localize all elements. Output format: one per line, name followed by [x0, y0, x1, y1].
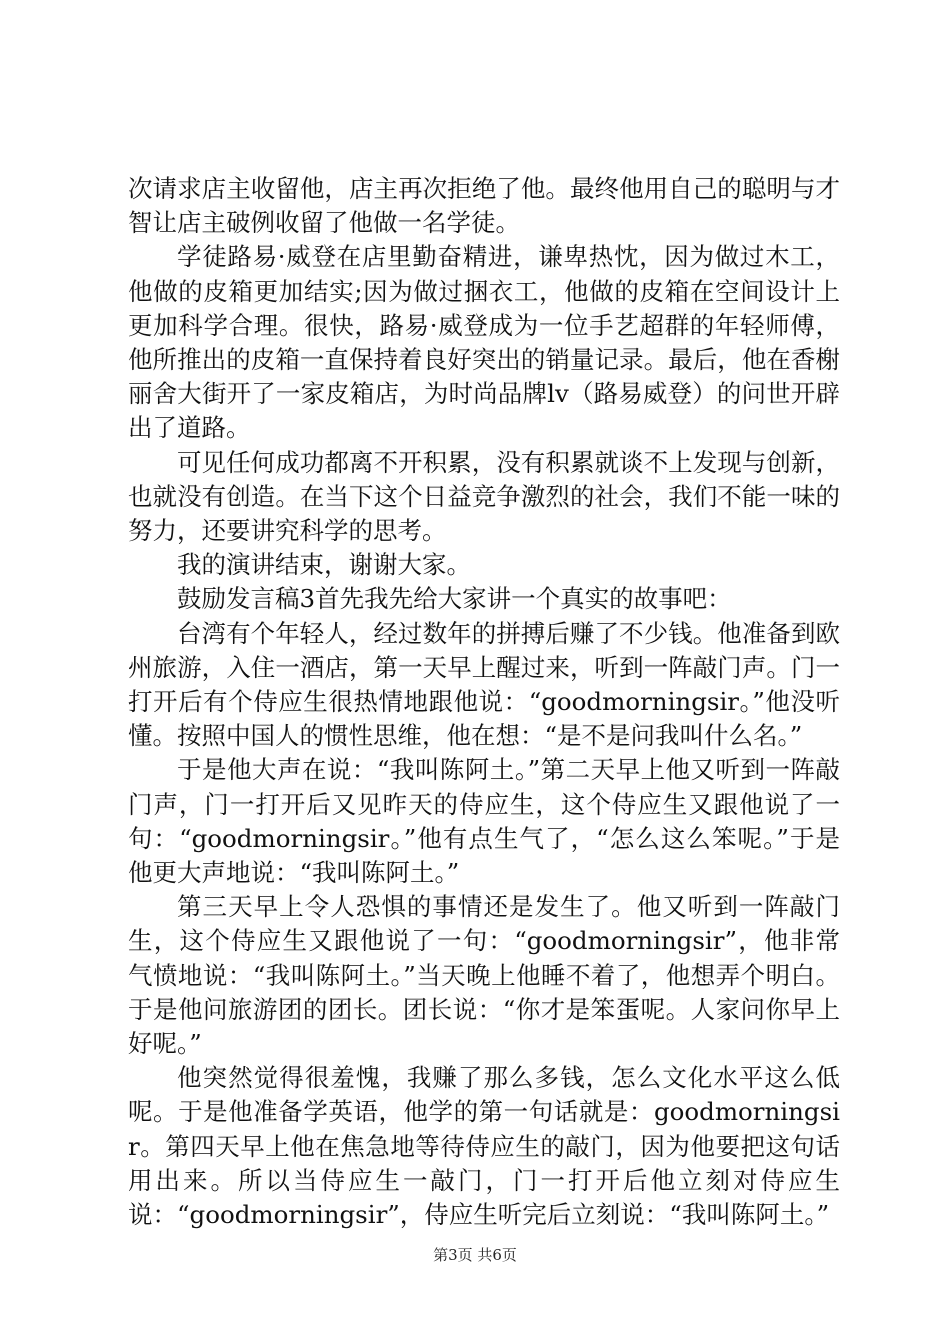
paragraph-5: 鼓励发言稿3首先我先给大家讲一个真实的故事吧：: [177, 584, 732, 614]
paragraph-7: 于是他大声在说：“我叫陈阿土。”第二天早上他又听到一阵敲门声，门一打开后又见昨天的侍应生，这个侍应生又跟他说了一句：“goodmorningsir。”他有点生气了，“怎么这么笨呢。”于是他更大声地说：“我叫陈阿土。”: [128, 755, 840, 888]
page-footer: 第3页 共6页: [433, 1246, 517, 1264]
body-text: [128, 172, 840, 1232]
paragraph-4: 我的演讲结束，谢谢大家。: [177, 550, 471, 580]
paragraph-1: 次请求店主收留他，店主再次拒绝了他。最终他用自己的聪明与才智让店主破例收留了他做一名学徒。: [128, 174, 840, 238]
paragraph-2: 学徒路易·威登在店里勤奋精进，谦卑热忱，因为做过木工，他做的皮箱更加结实;因为做过捆衣工，他做的皮箱在空间设计上更加科学合理。很快，路易·威登成为一位手艺超群的年轻师傅，他所推出的皮箱一直保持着良好突出的销量记录。最后，他在香榭丽舍大街开了一家皮箱店，为时尚品牌lv（路易威登）的问世开辟出了道路。: [128, 242, 840, 443]
paragraph-6: 台湾有个年轻人，经过数年的拼搏后赚了不少钱。他准备到欧州旅游，入住一酒店，第一天早上醒过来，听到一阵敲门声。门一打开后有个侍应生很热情地跟他说：“goodmorningsir。”他没听懂。按照中国人的惯性思维，他在想：“是不是问我叫什么名。”: [128, 618, 840, 751]
paragraph-3: 可见任何成功都离不开积累，没有积累就谈不上发现与创新，也就没有创造。在当下这个日益竞争激烈的社会，我们不能一味的努力，还要讲究科学的思考。: [128, 447, 840, 546]
paragraph-8: 第三天早上令人恐惧的事情还是发生了。他又听到一阵敲门生，这个侍应生又跟他说了一句：“goodmorningsir”，他非常气愤地说：“我叫陈阿土。”当天晚上他睡不着了，他想弄个明白。于是他问旅游团的团长。团长说：“你才是笨蛋呢。人家问你早上好呢。”: [128, 892, 840, 1059]
paragraph-9: 他突然觉得很羞愧，我赚了那么多钱，怎么文化水平这么低呢。于是他准备学英语，他学的第一句话就是：goodmorningsir。第四天早上他在焦急地等待侍应生的敲门，因为他要把这句话用出来。所以当侍应生一敲门，门一打开后他立刻对侍应生说：“goodmorningsir”，侍应生听完后立刻说：“我叫陈阿土。”: [128, 1063, 840, 1230]
